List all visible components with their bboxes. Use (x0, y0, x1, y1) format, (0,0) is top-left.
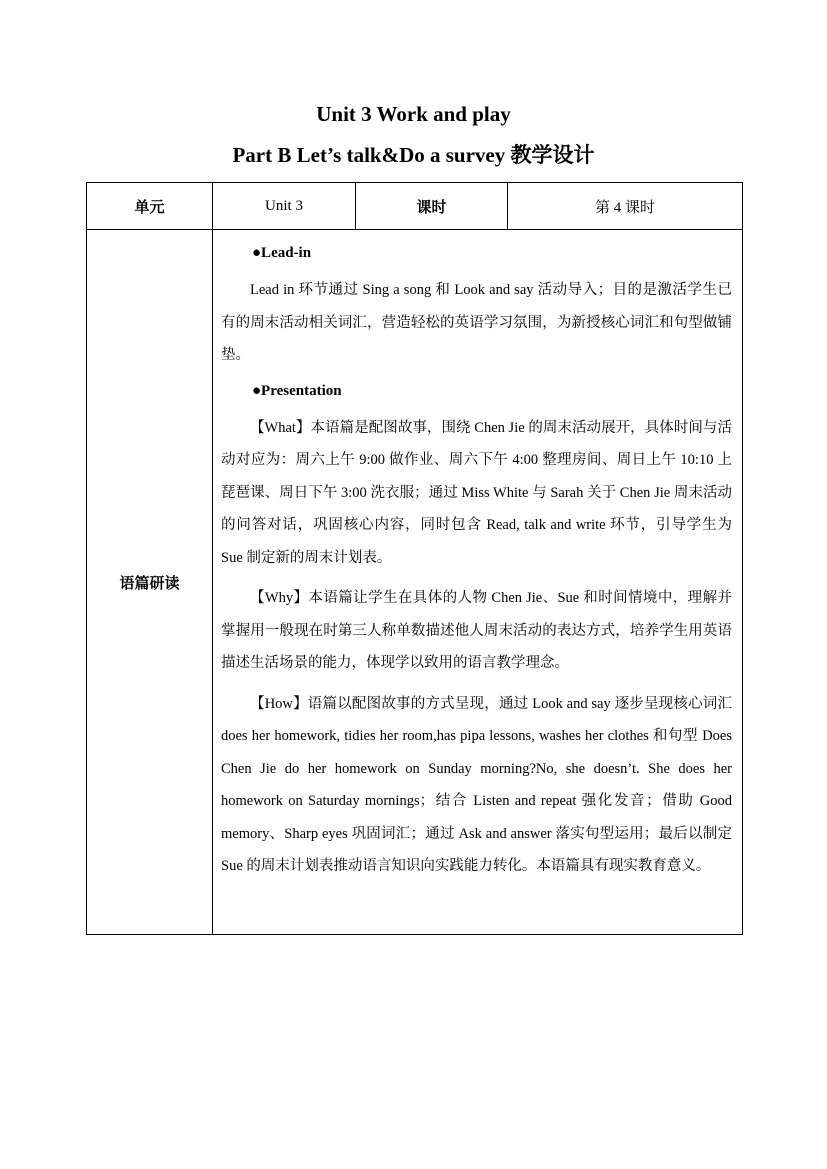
section-content-cell (213, 230, 743, 935)
leadin-heading: ●Lead-in (252, 245, 312, 261)
table-content-row (87, 230, 743, 935)
section-label-cell: 语篇研读 (87, 230, 213, 935)
what-paragraph: 【What】本语篇是配图故事，围绕 Chen Jie 的周末活动展开，具体时间与活动对应为：周六上午 9:00 做作业、周六下午 4:00 整理房间、周日上午 10:10 上琵琶课、周日下午 3:00 洗衣服；通过 Miss White 与 Sarah 关于 Chen Jie 周末活动的问答对话，巩固核心内容，同时包含 Read, talk and write 环节，引导学生为 Sue 制定新的周末计划表。 (221, 419, 732, 566)
period-value-cell: 第 4 课时 (508, 183, 743, 230)
unit-label-cell: 单元 (87, 183, 213, 230)
presentation-heading: ●Presentation (252, 382, 342, 399)
table-header-row (87, 183, 743, 230)
leadin-paragraph: Lead in 环节通过 Sing a song 和 Look and say 活动导入；目的是激活学生已有的周末活动相关词汇，营造轻松的英语学习氛围，为新授核心词汇和句型做铺垫。 (221, 282, 732, 363)
unit-value-cell: Unit 3 (213, 183, 356, 230)
period-label-cell: 课时 (356, 183, 508, 230)
how-paragraph: 【How】语篇以配图故事的方式呈现，通过 Look and say 逐步呈现核心词汇 does her homework, tidies her room,has pipa lessons, washes her clothes 和句型 Does Chen Jie do her homework on Sunday morning?No, she doesn’t. She does her homework on Saturday mornings；结合 Listen and repeat 强化发音；借助 Good memory、Sharp eyes 巩固词汇；通过 Ask and answer 落实句型运用；最后以制定 Sue 的周末计划表推动语言知识向实践能力转化。本语篇具有现实教育意义。 (221, 695, 732, 874)
document-title: Unit 3 Work and play (316, 102, 511, 126)
document-subtitle: Part B Let’s talk&Do a survey 教学设计 (232, 143, 595, 167)
lesson-plan-table (86, 182, 743, 935)
why-paragraph: 【Why】本语篇让学生在具体的人物 Chen Jie、Sue 和时间情境中，理解并掌握用一般现在时第三人称单数描述他人周末活动的表达方式，培养学生用英语描述生活场景的能力，体现学以致用的语言教学理念。 (221, 590, 732, 671)
